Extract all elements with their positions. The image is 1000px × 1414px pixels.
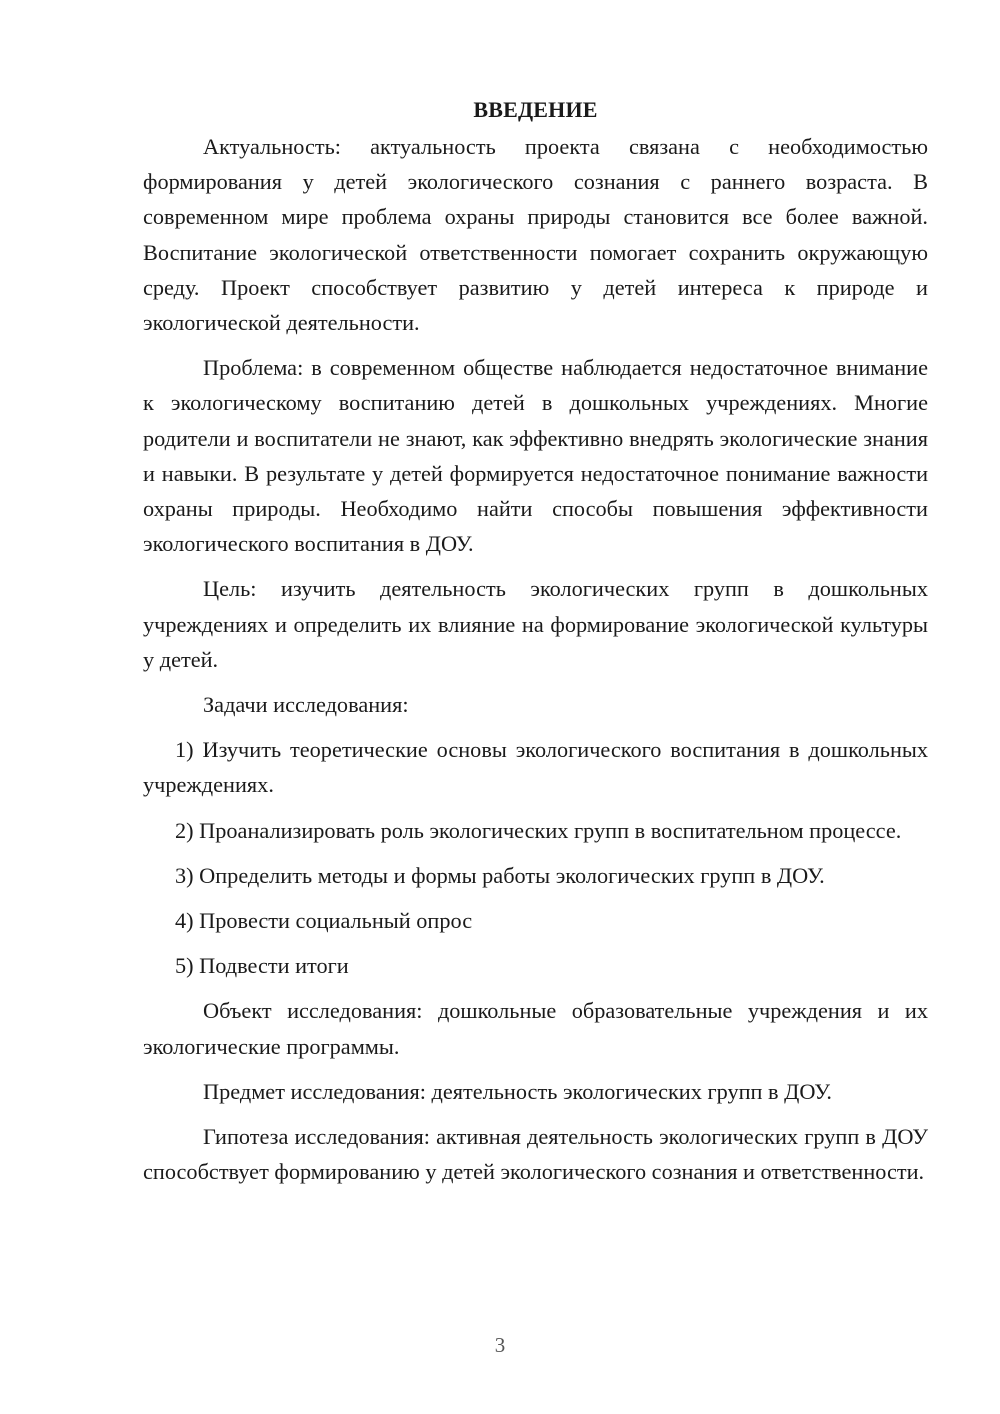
goal-paragraph: Цель: изучить деятельность экологических групп в дошкольных учреждениях и определить их влияние на формирование экологической культуры у детей. <box>143 576 928 672</box>
task-item-4: 4) Провести социальный опрос <box>175 908 473 934</box>
task-item-5: 5) Подвести итоги <box>175 953 349 979</box>
task-item-3: 3) Определить методы и формы работы экологических групп в ДОУ. <box>175 862 825 888</box>
document-page <box>143 92 928 1199</box>
task-item-2: 2) Проанализировать роль экологических групп в воспитательном процессе. <box>175 817 902 843</box>
tasks-heading: Задачи исследования: <box>203 692 409 718</box>
subject-paragraph: Предмет исследования: деятельность экологических групп в ДОУ. <box>203 1078 832 1104</box>
hypothesis-paragraph: Гипотеза исследования: активная деятельность экологических групп в ДОУ способствует формированию у детей экологического сознания и ответственности. <box>143 1124 928 1185</box>
page-number: 3 <box>494 1333 506 1357</box>
problem-paragraph: Проблема: в современном обществе наблюдается недостаточное внимание к экологическому воспитанию детей в дошкольных учреждениях. Многие родители и воспитатели не знают, как эффективно внедрять экологические знания и навыки. В результате у детей формируется недостаточное понимание важности охраны природы. Необходимо найти способы повышения эффективности экологического воспитания в ДОУ. <box>143 355 928 557</box>
page-title: ВВЕДЕНИЕ <box>473 97 598 122</box>
object-paragraph: Объект исследования: дошкольные образовательные учреждения и их экологические программы. <box>143 998 928 1059</box>
task-item-1: 1) Изучить теоретические основы экологического воспитания в дошкольных учреждениях. <box>143 737 928 798</box>
relevance-paragraph: Актуальность: актуальность проекта связана с необходимостью формирования у детей экологического сознания с раннего возраста. В современном мире проблема охраны природы становится все более важной. Воспитание экологической ответственности помогает сохранить окружающую среду. Проект способствует развитию у детей интереса к природе и экологической деятельности. <box>143 134 928 336</box>
